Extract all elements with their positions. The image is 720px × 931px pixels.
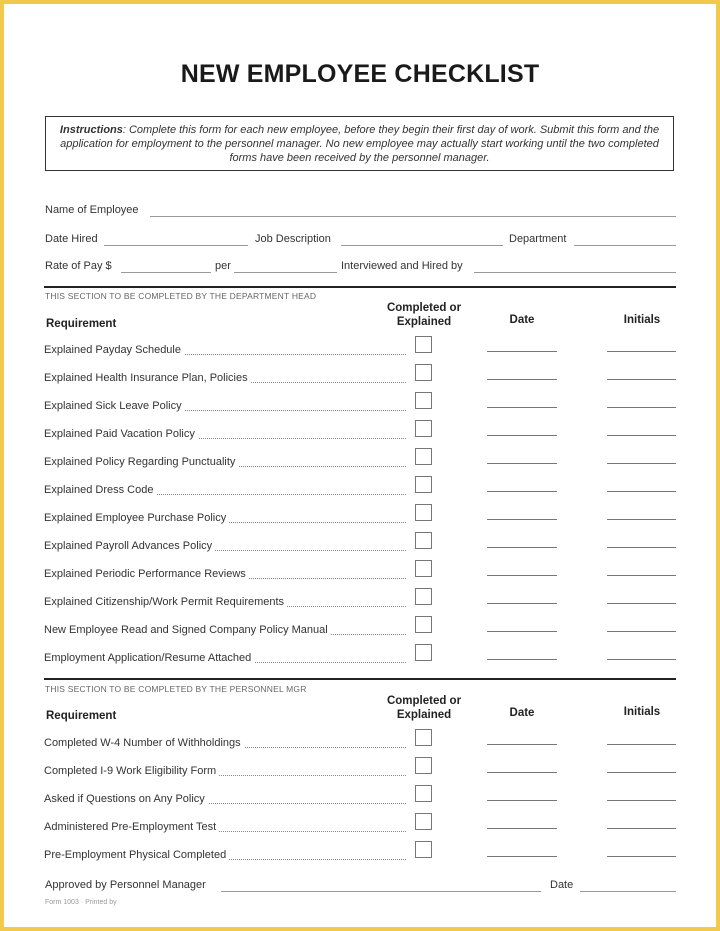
date-field[interactable]	[487, 547, 557, 548]
section1-caption: THIS SECTION TO BE COMPLETED BY THE DEPARTMENT HEAD	[45, 291, 317, 301]
page-title: NEW EMPLOYEE CHECKLIST	[180, 60, 540, 88]
requirement-label: Asked if Questions on Any Policy	[44, 793, 208, 805]
completed-checkbox[interactable]	[415, 448, 432, 465]
requirement-label: Explained Payday Schedule	[44, 344, 184, 356]
section1-requirement-header: Requirement	[46, 318, 117, 330]
section2-initials-header: Initials	[623, 706, 661, 718]
completed-checkbox[interactable]	[415, 364, 432, 381]
instructions-box	[45, 116, 674, 171]
job-description-field[interactable]	[341, 233, 503, 246]
date-field[interactable]	[487, 379, 557, 380]
job-description-label: Job Description	[255, 233, 331, 245]
completed-checkbox[interactable]	[415, 813, 432, 830]
department-field[interactable]	[574, 233, 676, 246]
date-field[interactable]	[487, 800, 557, 801]
approved-by-label: Approved by Personnel Manager	[45, 879, 206, 891]
initials-field[interactable]	[607, 828, 676, 829]
completed-checkbox[interactable]	[415, 785, 432, 802]
initials-field[interactable]	[607, 463, 676, 464]
completed-checkbox[interactable]	[415, 336, 432, 353]
date-field[interactable]	[487, 603, 557, 604]
hire-info-row	[44, 233, 676, 249]
section1-explained-label: Explained	[396, 316, 452, 328]
initials-field[interactable]	[607, 603, 676, 604]
date-field[interactable]	[487, 659, 557, 660]
initials-field[interactable]	[607, 772, 676, 773]
completed-checkbox[interactable]	[415, 392, 432, 409]
section2-completed-label: Completed or	[386, 695, 462, 707]
section2-requirement-header: Requirement	[46, 710, 117, 722]
date-field[interactable]	[487, 575, 557, 576]
requirement-label: Explained Policy Regarding Punctuality	[44, 456, 238, 468]
approved-by-field[interactable]	[221, 879, 541, 892]
requirement-label: Pre-Employment Physical Completed	[44, 849, 229, 861]
date-field[interactable]	[487, 491, 557, 492]
rate-of-pay-label: Rate of Pay $	[45, 260, 112, 272]
requirement-label: Administered Pre-Employment Test	[44, 821, 219, 833]
date-field[interactable]	[487, 631, 557, 632]
approval-date-label: Date	[550, 879, 574, 891]
date-field[interactable]	[487, 463, 557, 464]
per-label: per	[215, 260, 231, 272]
completed-checkbox[interactable]	[415, 476, 432, 493]
name-of-employee-label: Name of Employee	[45, 204, 139, 216]
initials-field[interactable]	[607, 379, 676, 380]
initials-field[interactable]	[607, 435, 676, 436]
form-footer: Form 1003 · Printed by	[45, 899, 117, 906]
instructions-text: : Complete this form for each new employee, before they begin their first day of work. Submit this form and the application for employment to the personnel manager. No new employee may actually start working until the two completed forms have been received by the personnel manager.	[60, 124, 660, 164]
initials-field[interactable]	[607, 744, 676, 745]
section2-caption: THIS SECTION TO BE COMPLETED BY THE PERSONNEL MGR	[45, 684, 307, 694]
initials-field[interactable]	[607, 519, 676, 520]
completed-checkbox[interactable]	[415, 420, 432, 437]
completed-checkbox[interactable]	[415, 504, 432, 521]
requirement-label: Explained Payroll Advances Policy	[44, 540, 215, 552]
date-field[interactable]	[487, 856, 557, 857]
date-field[interactable]	[487, 407, 557, 408]
requirement-label: Explained Citizenship/Work Permit Requirements	[44, 596, 287, 608]
date-hired-field[interactable]	[104, 233, 248, 246]
requirement-label: Explained Health Insurance Plan, Policies	[44, 372, 251, 384]
section2-date-header: Date	[509, 707, 535, 719]
requirement-label: Explained Periodic Performance Reviews	[44, 568, 249, 580]
initials-field[interactable]	[607, 575, 676, 576]
initials-field[interactable]	[607, 631, 676, 632]
per-field[interactable]	[234, 260, 337, 273]
initials-field[interactable]	[607, 856, 676, 857]
initials-field[interactable]	[607, 547, 676, 548]
requirement-label: Explained Employee Purchase Policy	[44, 512, 229, 524]
section2-explained-label: Explained	[396, 709, 452, 721]
initials-field[interactable]	[607, 659, 676, 660]
date-field[interactable]	[487, 828, 557, 829]
section1-completed-label: Completed or	[386, 302, 462, 314]
initials-field[interactable]	[607, 351, 676, 352]
completed-checkbox[interactable]	[415, 729, 432, 746]
section2-completed-header	[374, 694, 474, 722]
date-field[interactable]	[487, 744, 557, 745]
date-field[interactable]	[487, 351, 557, 352]
section1-divider	[44, 286, 676, 288]
section1-date-header: Date	[509, 314, 535, 326]
interviewed-hired-by-field[interactable]	[474, 260, 676, 273]
requirement-label: New Employee Read and Signed Company Policy Manual	[44, 624, 331, 636]
completed-checkbox[interactable]	[415, 532, 432, 549]
section1-completed-header	[374, 301, 474, 329]
completed-checkbox[interactable]	[415, 588, 432, 605]
requirement-label: Explained Sick Leave Policy	[44, 400, 185, 412]
instructions-label: Instructions	[59, 124, 123, 136]
interviewed-hired-by-label: Interviewed and Hired by	[341, 260, 463, 272]
department-label: Department	[509, 233, 567, 245]
requirement-label: Explained Paid Vacation Policy	[44, 428, 198, 440]
date-hired-label: Date Hired	[45, 233, 98, 245]
completed-checkbox[interactable]	[415, 644, 432, 661]
employee-name-row	[44, 204, 676, 220]
date-field[interactable]	[487, 772, 557, 773]
section2-divider	[44, 678, 676, 680]
requirement-label: Completed W-4 Number of Withholdings	[44, 737, 244, 749]
checklist-page	[4, 4, 716, 927]
completed-checkbox[interactable]	[415, 560, 432, 577]
requirement-label: Explained Dress Code	[44, 484, 156, 496]
requirement-label: Completed I-9 Work Eligibility Form	[44, 765, 219, 777]
completed-checkbox[interactable]	[415, 841, 432, 858]
initials-field[interactable]	[607, 491, 676, 492]
requirement-label: Employment Application/Resume Attached	[44, 652, 254, 664]
completed-checkbox[interactable]	[415, 757, 432, 774]
date-field[interactable]	[487, 519, 557, 520]
pay-row	[44, 260, 676, 276]
date-field[interactable]	[487, 435, 557, 436]
name-of-employee-field[interactable]	[150, 204, 676, 217]
approval-date-field[interactable]	[580, 879, 676, 892]
initials-field[interactable]	[607, 407, 676, 408]
completed-checkbox[interactable]	[415, 616, 432, 633]
initials-field[interactable]	[607, 800, 676, 801]
approval-row	[44, 879, 676, 895]
section1-initials-header: Initials	[623, 314, 661, 326]
rate-of-pay-field[interactable]	[121, 260, 211, 273]
